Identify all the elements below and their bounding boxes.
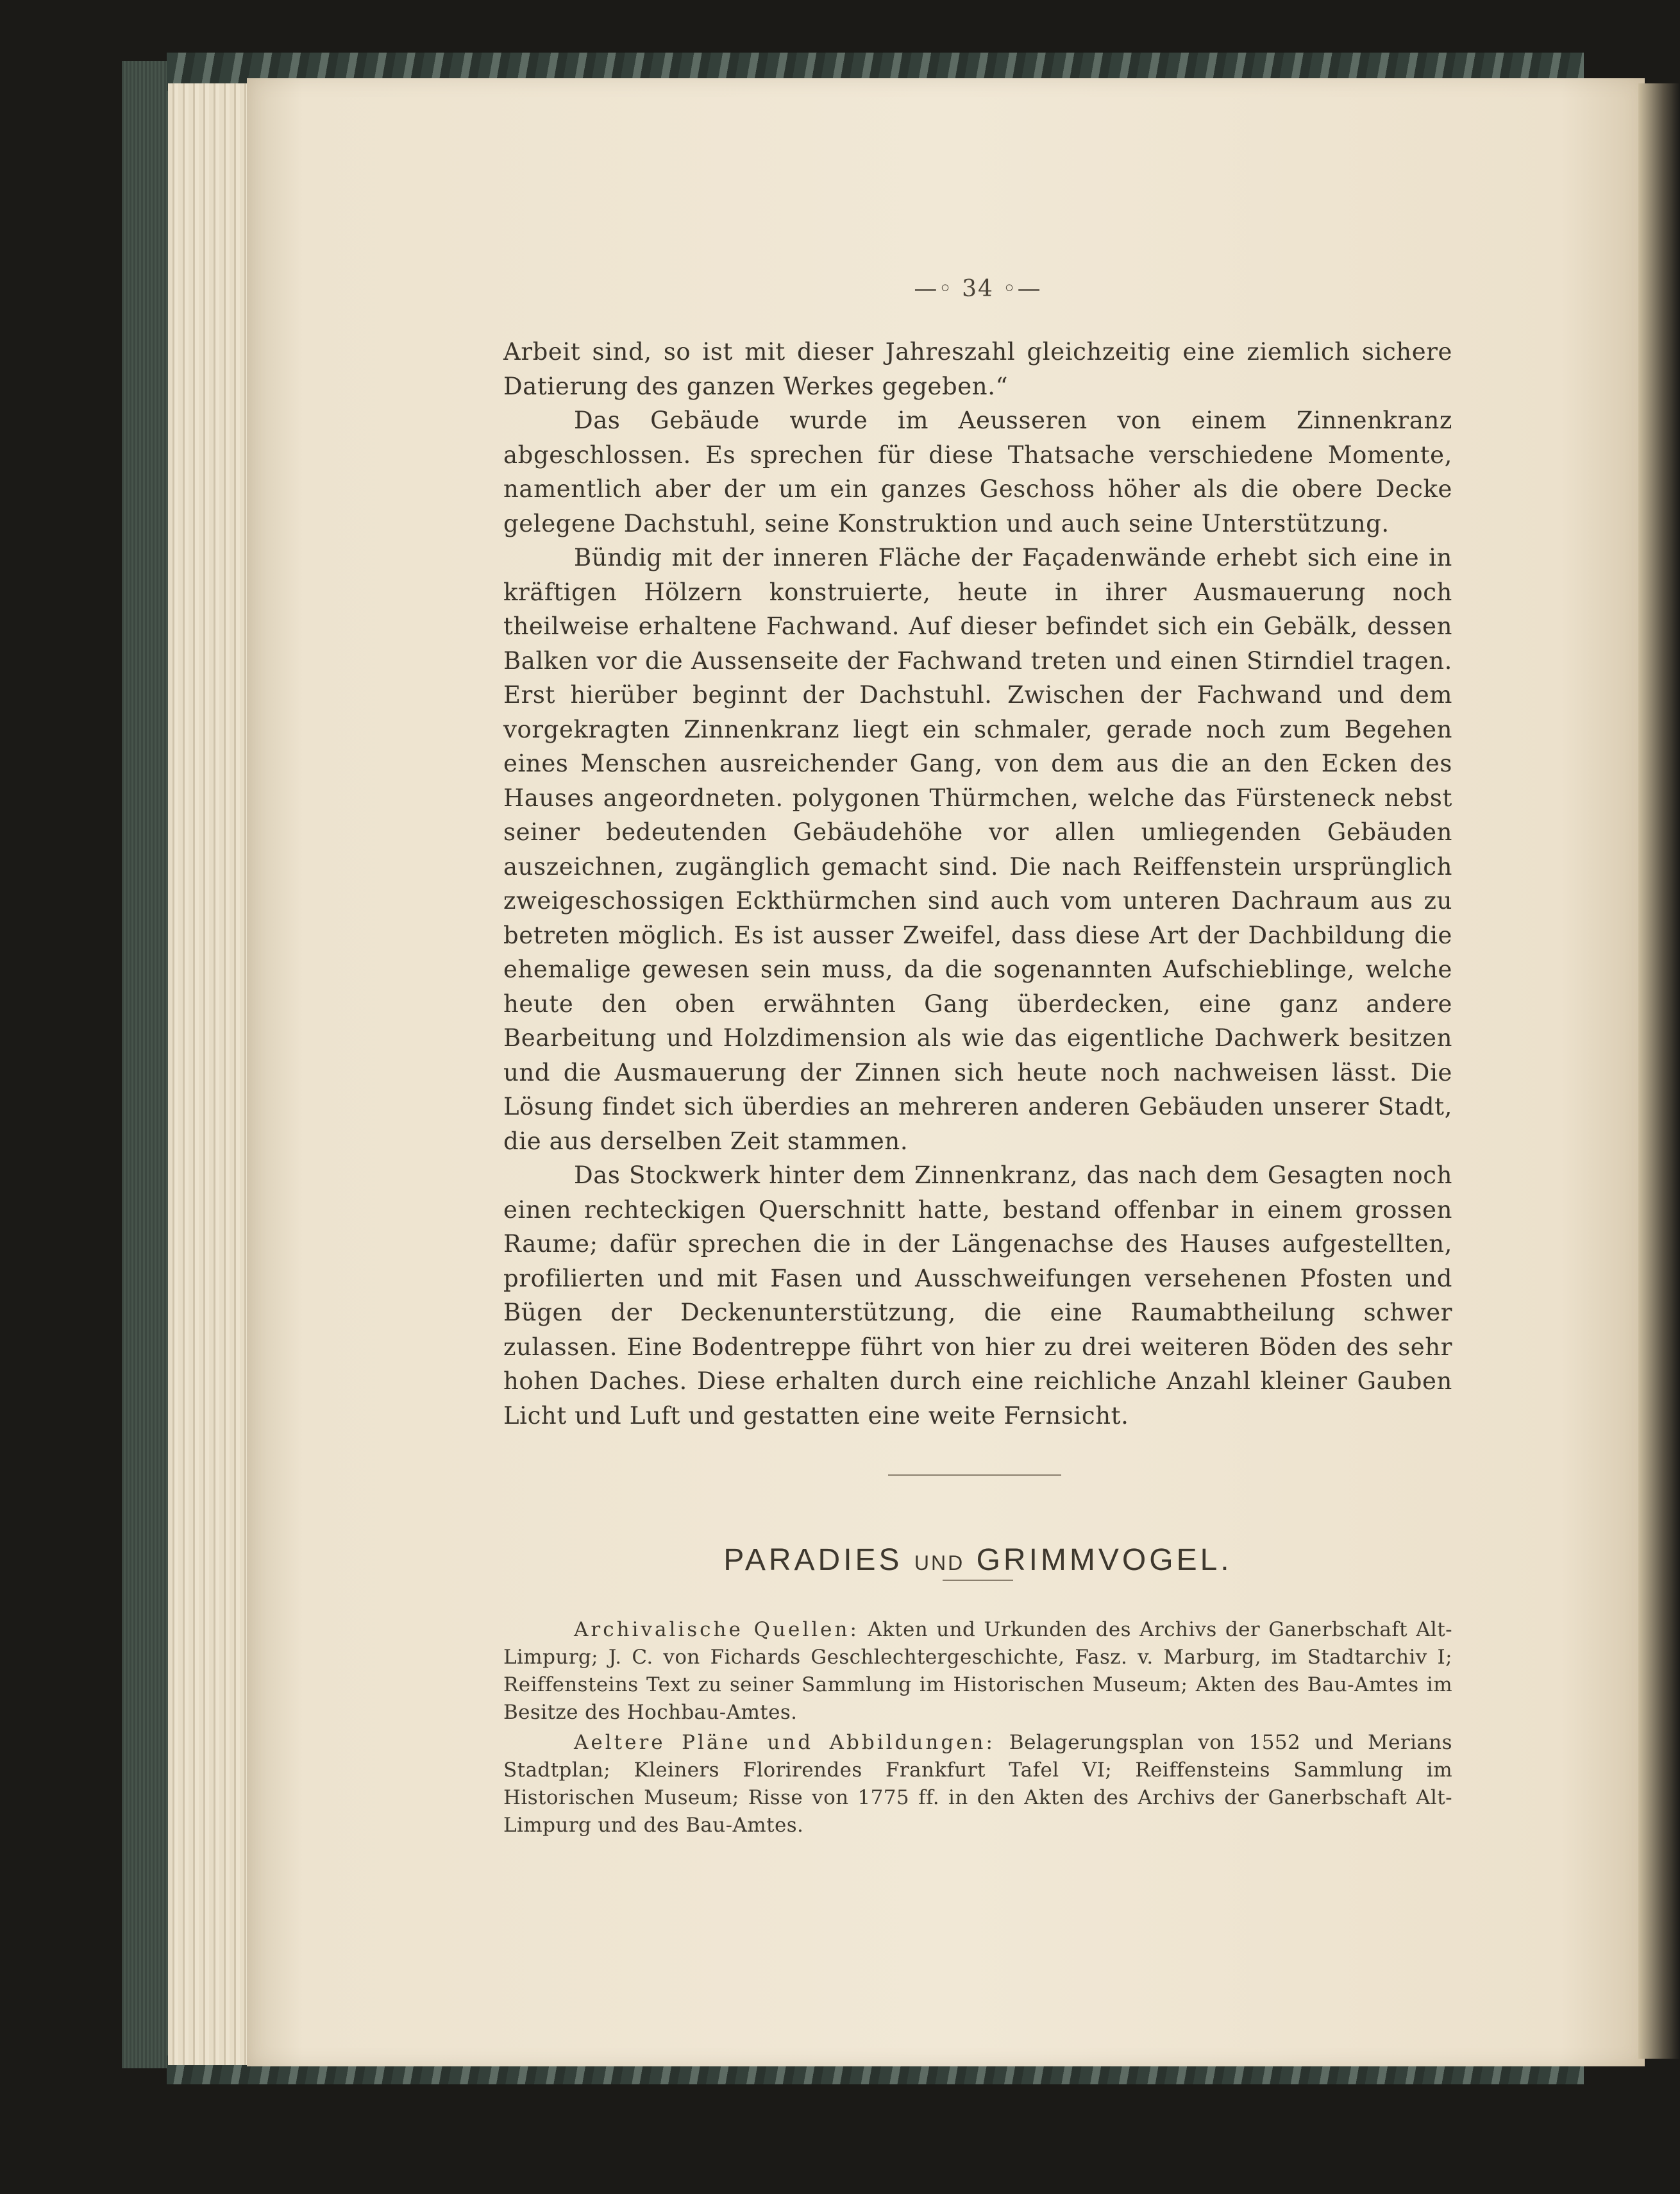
section-heading (503, 1542, 1452, 1578)
paragraph-3: Bündig mit der inneren Fläche der Façadenwände erhebt sich eine in kräftigen Hölzern konstruierte, heute in ihrer Ausmauerung noch theilweise erhaltene Fachwand. Auf dieser befindet sich ein Gebälk, dessen Balken vor die Aussenseite der Fachwand treten und einen Stirndiel tragen. Erst hierüber beginnt der Dachstuhl. Zwischen der Fachwand und dem vorgekragten Zinnenkranz liegt ein schmaler, gerade noch zum Begehen eines Menschen ausreichender Gang, von dem aus die an den Ecken des Hauses angeordneten. polygonen Thürmchen, welche das Fürsteneck nebst seiner bedeutenden Gebäudehöhe vor allen umliegenden Gebäuden auszeichnen, zugänglich gemacht sind. Die nach Reiffenstein ursprünglich zweigeschossigen Eckthürmchen sind auch vom unteren Dachraum aus zu betreten möglich. Es ist ausser Zweifel, dass diese Art der Dachbildung die ehemalige gewesen sein muss, da die sogenannten Aufschieblinge, welche heute den oben erwähnten Gang überdecken, eine ganz andere Bearbeitung und Holzdimension als wie das eigentliche Dachwerk besitzen und die Ausmauerung der Zinnen sich heute noch nachweisen lässt. Die Lösung findet sich überdies an mehreren anderen Gebäuden unserer Stadt, die aus derselben Zeit stammen. (503, 544, 1452, 1155)
paragraph-4: Das Stockwerk hinter dem Zinnenkranz, das nach dem Gesagten noch einen rechteckigen Querschnitt hatte, bestand offenbar in einem grossen Raume; dafür sprechen die in der Längenachse des Hauses aufgestellten, profilierten und mit Fasen und Ausschweifungen versehenen Pfosten und Bügen der Deckenunterstützung, die eine Raumabtheilung schwer zulassen. Eine Bodentreppe führt von hier zu drei weiteren Böden des sehr hohen Daches. Diese erhalten durch eine reichliche Anzahl kleiner Gauben Licht und Luft und gestatten eine weite Fernsicht. (503, 1161, 1452, 1430)
note-sources (503, 1616, 1452, 1726)
heading-divider (943, 1580, 1013, 1581)
note-plans-text: Belagerungsplan von 1552 und Merians Stadtplan; Kleiners Florirendes Frankfurt Tafel VI; Reiffensteins Sammlung im Historischen Museum; Risse von 1775 ff. in den Akten des Archivs der Ganerbschaft Alt-Limpurg und des Bau-Amtes. (503, 1731, 1452, 1837)
page-number: —◦ 34 ◦— (914, 276, 1042, 302)
heading-part-3: GRIMMVOGEL. (964, 1542, 1232, 1577)
note-sources-text: Akten und Urkunden des Archivs der Ganerbschaft Alt-Limpurg; J. C. von Fichards Geschlechtergeschichte, Fasz. v. Marburg, im Stadtarchiv I; Reiffensteins Text zu seiner Sammlung im Historischen Museum; Akten des Bau-Amtes im Besitze des Hochbau-Amtes. (503, 1618, 1452, 1724)
note-plans-label: Aeltere Pläne und Abbildungen: (574, 1731, 995, 1754)
note-plans (503, 1729, 1452, 1839)
note-sources-label: Archivalische Quellen: (574, 1618, 859, 1641)
heading-part-2: UND (914, 1551, 965, 1574)
paragraph-1: Arbeit sind, so ist mit dieser Jahreszahl gleichzeitig eine ziemlich sichere Datierung des ganzen Werkes gegeben.“ (503, 338, 1452, 400)
cloth-spine (122, 61, 173, 2068)
paragraph-2: Das Gebäude wurde im Aeusseren von einem Zinnenkranz abgeschlossen. Es sprechen für diese Thatsache verschiedene Momente, namentlich aber der um ein ganzes Geschoss höher als die obere Decke gelegene Dachstuhl, seine Konstruktion und auch seine Unterstützung. (503, 407, 1452, 537)
source-notes (503, 1616, 1452, 1842)
heading-part-1: PARADIES (723, 1542, 914, 1577)
body-text (503, 335, 1452, 1433)
section-divider (888, 1474, 1061, 1476)
page-shadow-edge (1638, 83, 1680, 2059)
page-leaves (168, 83, 258, 2065)
